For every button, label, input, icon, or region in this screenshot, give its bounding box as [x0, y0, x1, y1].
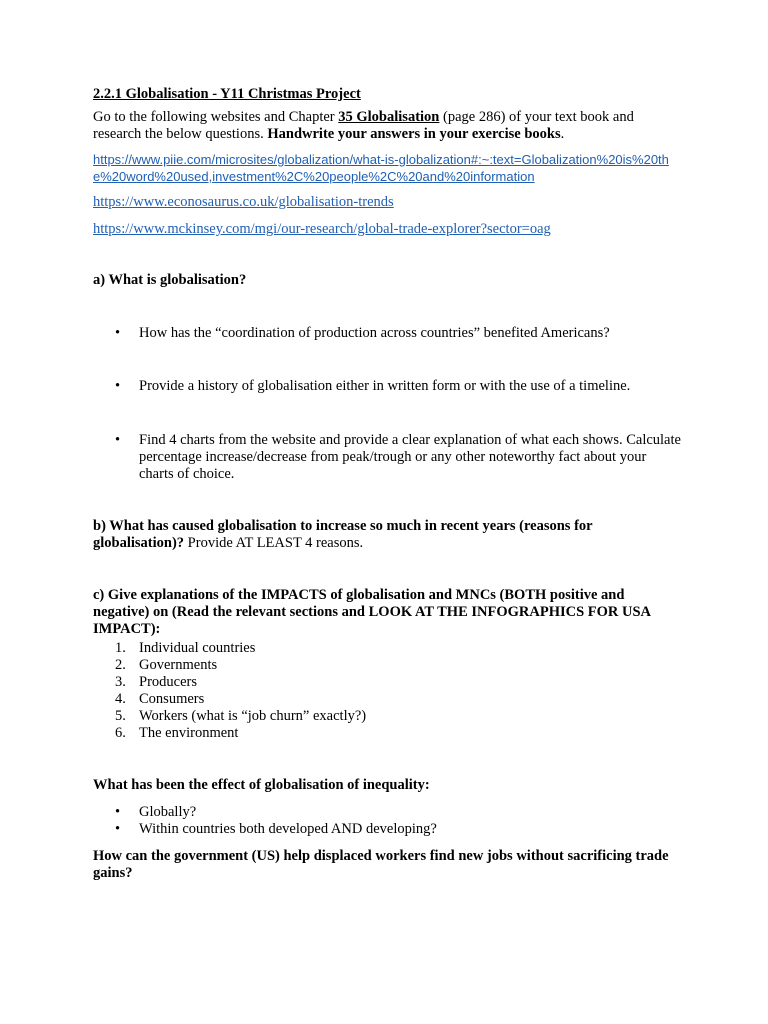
list-item [93, 432, 683, 483]
list-item [93, 691, 683, 708]
link-piie[interactable]: https://www.piie.com/microsites/globalization/what-is-globalization#:~:text=Globalization%20is%20the%20word%20used,investment%2C%20people%2C%20and%20information [93, 152, 669, 184]
bullet-icon: • [115, 325, 121, 341]
section-c-list [93, 640, 683, 742]
bullet-icon: • [115, 821, 121, 837]
list-item-text: Within countries both developed AND developing? [139, 821, 437, 837]
section-b-heading: b) What has caused globalisation to increase so much in recent years (reasons for globalisation)? [93, 518, 593, 551]
list-number: 4. [115, 691, 126, 707]
inequality-list [93, 804, 683, 838]
bullet-icon: • [115, 378, 121, 394]
list-item [93, 657, 683, 674]
link-mckinsey-paragraph [93, 221, 683, 238]
list-item [93, 640, 683, 657]
list-item-text: Individual countries [139, 640, 256, 656]
list-item-text: Find 4 charts from the website and provide a clear explanation of what each shows. Calculate percentage increase/decrease from peak/trough or any other noteworthy fact about your charts of choice. [139, 432, 681, 482]
chapter-reference: 35 Globalisation [338, 109, 440, 125]
intro-text-2: (page 286) of your text book and research the below questions. [93, 109, 634, 142]
list-item-text: Workers (what is “job churn” exactly?) [139, 708, 367, 724]
section-c-heading: c) Give explanations of the IMPACTS of globalisation and MNCs (BOTH positive and negative) on (Read the relevant sections and LOOK AT THE INFOGRAPHICS FOR USA IMPACT): [93, 587, 651, 637]
section-a-heading: a) What is globalisation? [93, 272, 247, 288]
link-piie-paragraph [93, 151, 675, 185]
document-page [93, 86, 683, 882]
intro-end: . [560, 126, 565, 142]
section-b-paragraph [93, 518, 683, 552]
list-item-text: How has the “coordination of production across countries” benefited Americans? [139, 325, 610, 341]
link-mckinsey[interactable]: https://www.mckinsey.com/mgi/our-research/global-trade-explorer?sector=oag [93, 221, 551, 237]
government-heading: How can the government (US) help displaced workers find new jobs without sacrificing trade gains? [93, 848, 669, 881]
list-item-text: The environment [139, 725, 239, 741]
bullet-icon: • [115, 432, 121, 448]
intro-text-1: Go to the following websites and Chapter [93, 109, 339, 125]
list-item-text: Consumers [139, 691, 205, 707]
document-title: 2.2.1 Globalisation - Y11 Christmas Project [93, 86, 361, 102]
list-item-text: Governments [139, 657, 218, 673]
list-item [93, 804, 683, 821]
list-item [93, 821, 683, 838]
list-item [93, 725, 683, 742]
list-number: 6. [115, 725, 126, 741]
list-number: 1. [115, 640, 126, 656]
link-econosaurus-paragraph [93, 194, 683, 211]
list-item-text: Globally? [139, 804, 197, 820]
list-number: 5. [115, 708, 126, 724]
section-a-list [93, 325, 683, 483]
list-item [93, 674, 683, 691]
handwrite-instruction: Handwrite your answers in your exercise books [267, 126, 561, 142]
link-econosaurus[interactable]: https://www.econosaurus.co.uk/globalisation-trends [93, 194, 394, 210]
inequality-heading: What has been the effect of globalisation of inequality: [93, 777, 430, 793]
list-item [93, 325, 683, 342]
list-item-text: Provide a history of globalisation either in written form or with the use of a timeline. [139, 378, 631, 394]
bullet-icon: • [115, 804, 121, 820]
list-item-text: Producers [139, 674, 197, 690]
list-number: 2. [115, 657, 126, 673]
intro-paragraph [93, 109, 683, 143]
list-item [93, 378, 683, 395]
list-number: 3. [115, 674, 126, 690]
section-b-tail: Provide AT LEAST 4 reasons. [184, 535, 364, 551]
list-item [93, 708, 683, 725]
